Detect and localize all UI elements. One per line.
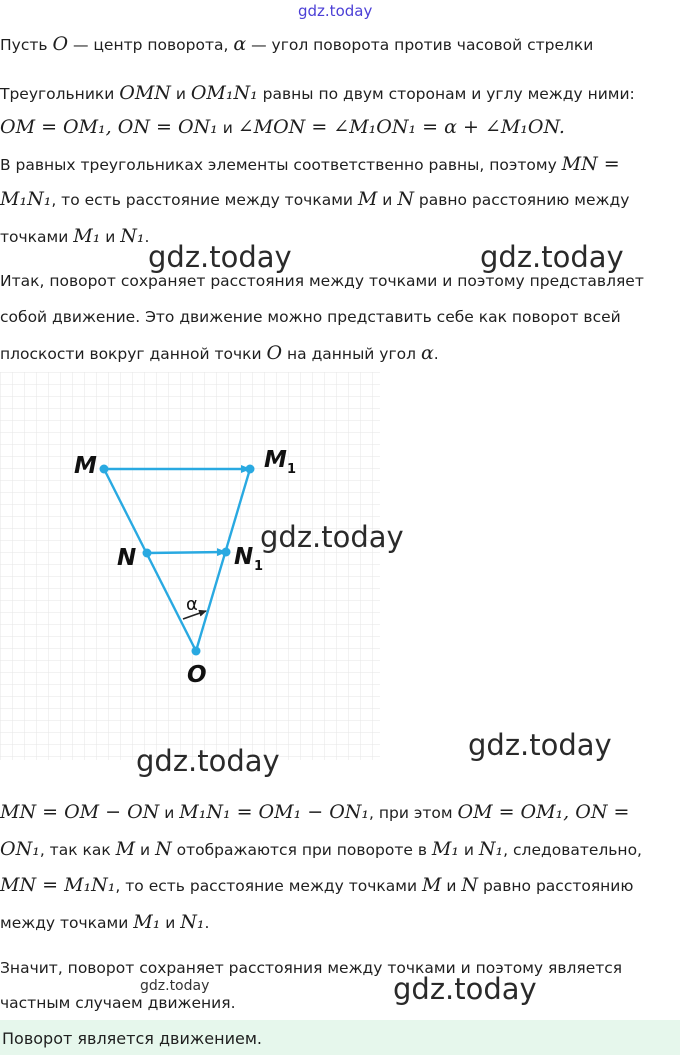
text: и xyxy=(377,191,398,209)
math: α xyxy=(233,33,247,55)
label-n: N xyxy=(117,545,137,571)
math: MN = xyxy=(561,153,620,175)
text: и xyxy=(135,841,156,859)
math: MN = M₁N₁ xyxy=(0,874,116,896)
text: и xyxy=(159,804,180,822)
label-m: M xyxy=(74,453,97,479)
text: и xyxy=(217,119,238,137)
text: — угол поворота против часовой стрелки xyxy=(246,36,594,54)
text: и xyxy=(170,85,191,103)
text: равно расстоянию между xyxy=(413,191,630,209)
text: равно расстоянию xyxy=(478,877,634,895)
text-line-4 xyxy=(0,154,620,175)
math: N₁ xyxy=(180,911,205,933)
point-m xyxy=(100,465,109,474)
label-n1: N xyxy=(234,544,254,570)
math: O xyxy=(266,342,283,364)
point-n xyxy=(143,549,152,558)
text: , при этом xyxy=(369,804,458,822)
watermark-small: gdz.today xyxy=(140,978,210,994)
math: N₁ xyxy=(478,838,504,860)
text: равны по двум сторонам и углу между ними: xyxy=(257,85,635,103)
text-line-10 xyxy=(0,802,629,823)
watermark: gdz.today xyxy=(393,972,537,1006)
grid-background xyxy=(0,372,380,760)
watermark: gdz.today xyxy=(148,240,292,274)
text-line-5 xyxy=(0,189,629,210)
watermark: gdz.today xyxy=(260,520,404,554)
text-line-1 xyxy=(0,34,593,55)
label-m1: M xyxy=(264,447,287,473)
rotation-figure xyxy=(0,372,380,760)
watermark: gdz.today xyxy=(136,744,280,778)
text: , то есть расстояние между точками xyxy=(115,877,422,895)
math: M₁ xyxy=(133,911,161,933)
math: OM₁N₁ xyxy=(190,82,258,104)
math: M xyxy=(115,838,136,860)
point-m1 xyxy=(246,465,255,474)
math: M₁N₁ = OM₁ − ON₁ xyxy=(179,801,370,823)
text-line-15: частным случаем движения. xyxy=(0,994,236,1012)
text: точками xyxy=(0,228,74,246)
text: Пусть xyxy=(0,36,53,54)
text: , так как xyxy=(39,841,116,859)
point-o xyxy=(192,647,201,656)
text-line-9 xyxy=(0,343,439,364)
math: N xyxy=(461,874,479,896)
text: плоскости вокруг данной точки xyxy=(0,345,267,363)
text-line-7: Итак, поворот сохраняет расстояния между точками и поэтому представляет xyxy=(0,272,644,290)
text: . xyxy=(144,228,150,246)
math: M₁ xyxy=(73,225,101,247)
text: . xyxy=(433,345,439,363)
text: и xyxy=(441,877,462,895)
math: OM = OM₁, ON = ON₁ xyxy=(0,116,218,138)
label-m1-sub: 1 xyxy=(287,462,297,477)
text: и xyxy=(100,228,121,246)
text: , следовательно, xyxy=(503,841,642,859)
text-line-3 xyxy=(0,117,565,138)
text: , то есть расстояние между точками xyxy=(51,191,358,209)
label-alpha: α xyxy=(186,594,198,615)
math: N xyxy=(155,838,172,860)
math: N xyxy=(397,188,414,210)
text: В равных треугольниках элементы соответственно равны, поэтому xyxy=(0,156,562,174)
text: — центр поворота, xyxy=(68,36,234,54)
text-line-8: собой движение. Это движение можно представить себе как поворот всей xyxy=(0,308,621,326)
text-line-11 xyxy=(0,839,642,860)
math: M₁ xyxy=(431,838,459,860)
math: M xyxy=(421,874,442,896)
answer-text: Поворот является движением. xyxy=(2,1029,262,1048)
watermark-top: gdz.today xyxy=(298,2,373,20)
math: ON₁ xyxy=(0,838,40,860)
text: и xyxy=(160,914,181,932)
math: ∠MON = ∠M₁ON₁ = α + ∠M₁ON. xyxy=(237,116,565,138)
math: OMN xyxy=(119,82,171,104)
math: α xyxy=(420,342,434,364)
text-line-2 xyxy=(0,83,635,104)
math: MN = OM − ON xyxy=(0,801,160,823)
text: между точками xyxy=(0,914,134,932)
text-line-6 xyxy=(0,226,149,247)
arrow-n-to-n1 xyxy=(147,552,226,553)
math: M xyxy=(357,188,378,210)
text: . xyxy=(204,914,210,932)
math: OM = OM₁, ON = xyxy=(457,801,630,823)
text: Треугольники xyxy=(0,85,120,103)
watermark: gdz.today xyxy=(480,240,624,274)
text: на данный угол xyxy=(282,345,421,363)
label-o: O xyxy=(187,662,207,688)
label-n1-sub: 1 xyxy=(254,559,264,574)
text-line-12 xyxy=(0,875,633,896)
answer-box xyxy=(0,1020,680,1055)
text-line-13 xyxy=(0,912,209,933)
math: N₁ xyxy=(120,225,145,247)
text: отображаются при повороте в xyxy=(171,841,432,859)
point-n1 xyxy=(222,548,231,557)
watermark: gdz.today xyxy=(468,728,612,762)
math: M₁N₁ xyxy=(0,188,52,210)
text: и xyxy=(458,841,479,859)
math: O xyxy=(52,33,69,55)
text-line-14: Значит, поворот сохраняет расстояния между точками и поэтому является xyxy=(0,959,623,977)
